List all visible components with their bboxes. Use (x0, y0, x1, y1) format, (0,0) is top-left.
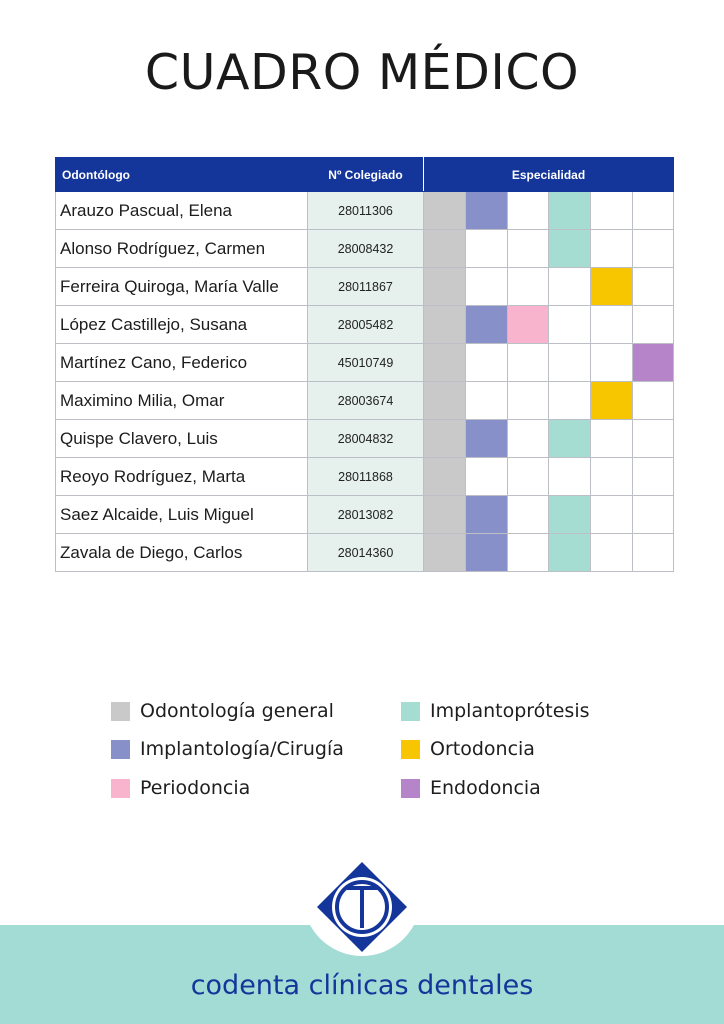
specialty-cell (508, 382, 549, 420)
specialty-cell (508, 534, 549, 572)
specialty-cell (549, 230, 591, 268)
specialty-cell (424, 192, 466, 230)
table-row (56, 306, 674, 344)
specialty-cell (466, 230, 508, 268)
dentist-name: Martínez Cano, Federico (56, 344, 308, 382)
table-row (56, 420, 674, 458)
specialty-cell (591, 382, 633, 420)
legend-swatch (111, 740, 130, 759)
table-row (56, 268, 674, 306)
table-body (56, 192, 674, 572)
collegiate-number: 28003674 (308, 382, 424, 420)
brand-name: codenta clínicas dentales (190, 970, 534, 1001)
specialty-cell (633, 344, 674, 382)
table-header-row (56, 158, 674, 192)
specialty-cell (591, 306, 633, 344)
legend-swatch (111, 702, 130, 721)
legend-item-orthodontics (401, 738, 535, 760)
specialty-cell (633, 268, 674, 306)
legend-swatch (111, 779, 130, 798)
dentist-name: Reoyo Rodríguez, Marta (56, 458, 308, 496)
specialty-cell (591, 192, 633, 230)
specialty-cell (633, 534, 674, 572)
dentist-name: Saez Alcaide, Luis Miguel (56, 496, 308, 534)
legend-label: Endodoncia (430, 777, 541, 799)
legend-label: Implantoprótesis (430, 700, 590, 722)
specialty-cell (549, 268, 591, 306)
table-row (56, 230, 674, 268)
specialty-cell (424, 306, 466, 344)
table-row (56, 496, 674, 534)
legend-item-implantology (111, 738, 344, 760)
specialty-cell (466, 306, 508, 344)
specialty-cell (633, 458, 674, 496)
legend-item-endodontics (401, 777, 541, 799)
specialty-cell (591, 496, 633, 534)
specialty-cell (466, 268, 508, 306)
specialty-cell (508, 458, 549, 496)
specialty-cell (508, 306, 549, 344)
legend-item-general (111, 700, 334, 722)
table-row (56, 382, 674, 420)
specialty-cell (508, 230, 549, 268)
specialty-cell (549, 496, 591, 534)
specialty-cell (424, 496, 466, 534)
specialty-cell (591, 458, 633, 496)
specialty-cell (633, 420, 674, 458)
specialty-cell (549, 382, 591, 420)
specialty-cell (508, 192, 549, 230)
specialty-cell (633, 382, 674, 420)
legend-label: Periodoncia (140, 777, 251, 799)
specialty-cell (424, 382, 466, 420)
specialty-cell (549, 192, 591, 230)
legend-swatch (401, 702, 420, 721)
specialty-cell (508, 420, 549, 458)
legend-label: Ortodoncia (430, 738, 535, 760)
table-row (56, 192, 674, 230)
legend-item-periodontics (111, 777, 250, 799)
specialty-cell (466, 420, 508, 458)
collegiate-number: 28005482 (308, 306, 424, 344)
specialty-cell (466, 458, 508, 496)
dentist-name: Arauzo Pascual, Elena (56, 192, 308, 230)
specialty-cell (508, 496, 549, 534)
specialty-cell (591, 344, 633, 382)
specialty-cell (549, 306, 591, 344)
table-row (56, 344, 674, 382)
legend-label: Odontología general (140, 700, 334, 722)
specialty-cell (508, 268, 549, 306)
header-dentist: Odontólogo (56, 158, 308, 192)
specialty-cell (549, 344, 591, 382)
specialty-cell (424, 420, 466, 458)
specialty-cell (591, 230, 633, 268)
collegiate-number: 28011868 (308, 458, 424, 496)
dentist-name: Maximino Milia, Omar (56, 382, 308, 420)
specialty-cell (424, 458, 466, 496)
legend-label: Implantología/Cirugía (140, 738, 344, 760)
collegiate-number: 28008432 (308, 230, 424, 268)
specialty-cell (591, 268, 633, 306)
specialty-cell (633, 192, 674, 230)
specialty-cell (466, 496, 508, 534)
specialty-cell (591, 420, 633, 458)
header-specialty: Especialidad (424, 158, 674, 192)
specialty-cell (549, 458, 591, 496)
dentist-name: López Castillejo, Susana (56, 306, 308, 344)
specialty-cell (466, 344, 508, 382)
collegiate-number: 28013082 (308, 496, 424, 534)
collegiate-number: 28011867 (308, 268, 424, 306)
page-title: CUADRO MÉDICO (144, 44, 580, 101)
collegiate-number: 28004832 (308, 420, 424, 458)
specialty-cell (633, 306, 674, 344)
specialty-cell (549, 534, 591, 572)
specialty-cell (466, 534, 508, 572)
specialty-cell (466, 382, 508, 420)
specialty-cell (424, 268, 466, 306)
specialty-cell (508, 344, 549, 382)
dentist-name: Alonso Rodríguez, Carmen (56, 230, 308, 268)
collegiate-number: 28014360 (308, 534, 424, 572)
specialty-cell (591, 534, 633, 572)
codenta-logo-icon (313, 858, 411, 956)
legend (0, 698, 724, 808)
dentist-table (55, 157, 674, 572)
table-row (56, 534, 674, 572)
specialty-cell (633, 496, 674, 534)
dentist-name: Quispe Clavero, Luis (56, 420, 308, 458)
header-collegiate-number: Nº Colegiado (308, 158, 424, 192)
dentist-name: Ferreira Quiroga, María Valle (56, 268, 308, 306)
specialty-cell (424, 230, 466, 268)
dentist-name: Zavala de Diego, Carlos (56, 534, 308, 572)
legend-swatch (401, 740, 420, 759)
legend-swatch (401, 779, 420, 798)
specialty-cell (549, 420, 591, 458)
specialty-cell (633, 230, 674, 268)
specialty-cell (424, 534, 466, 572)
collegiate-number: 45010749 (308, 344, 424, 382)
collegiate-number: 28011306 (308, 192, 424, 230)
specialty-cell (424, 344, 466, 382)
legend-item-implant-prosthesis (401, 700, 590, 722)
table-row (56, 458, 674, 496)
specialty-cell (466, 192, 508, 230)
